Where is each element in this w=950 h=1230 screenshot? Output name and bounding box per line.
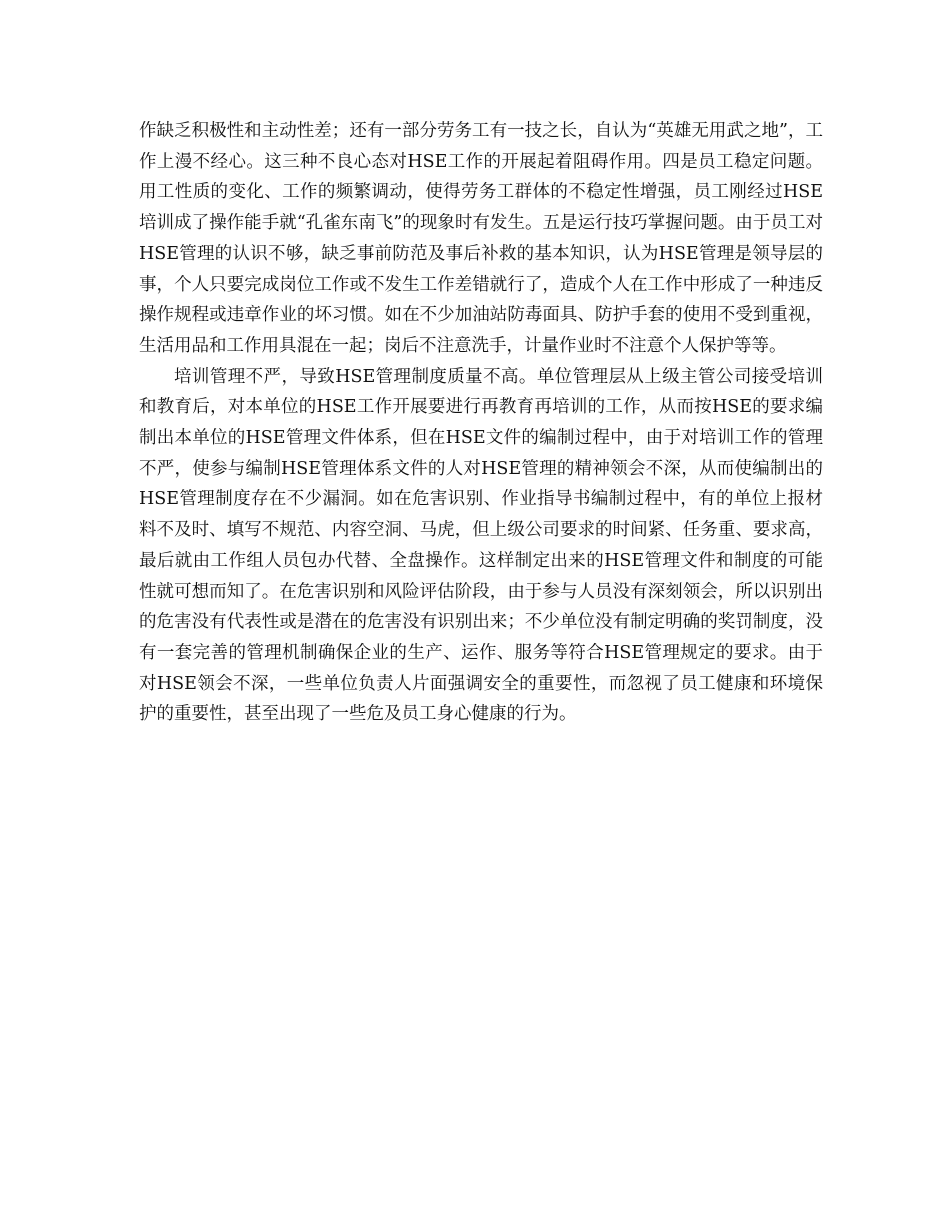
document-body	[139, 116, 823, 730]
paragraph-continuation: 作缺乏积极性和主动性差；还有一部分劳务工有一技之长，自认为“英雄无用武之地”，工作上漫不经心。这三种不良心态对HSE工作的开展起着阻碍作用。四是员工稳定问题。用工性质的变化、工作的频繁调动，使得劳务工群体的不稳定性增强，员工刚经过HSE培训成了操作能手就“孔雀东南飞”的现象时有发生。五是运行技巧掌握问题。由于员工对HSE管理的认识不够，缺乏事前防范及事后补救的基本知识，认为HSE管理是领导层的事，个人只要完成岗位工作或不发生工作差错就行了，造成个人在工作中形成了一种违反操作规程或违章作业的坏习惯。如在不少加油站防毒面具、防护手套的使用不受到重视，生活用品和工作用具混在一起；岗后不注意洗手，计量作业时不注意个人保护等等。	[139, 121, 823, 356]
paragraph-training-management: 培训管理不严，导致HSE管理制度质量不高。单位管理层从上级主管公司接受培训和教育后，对本单位的HSE工作开展要进行再教育再培训的工作，从而按HSE的要求编制出本单位的HSE管理文件体系，但在HSE文件的编制过程中，由于对培训工作的管理不严，使参与编制HSE管理体系文件的人对HSE管理的精神领会不深，从而使编制出的HSE管理制度存在不少漏洞。如在危害识别、作业指导书编制过程中，有的单位上报材料不及时、填写不规范、内容空洞、马虎，但上级公司要求的时间紧、任务重、要求高，最后就由工作组人员包办代替、全盘操作。这样制定出来的HSE管理文件和制度的可能性就可想而知了。在危害识别和风险评估阶段，由于参与人员没有深刻领会，所以识别出的危害没有代表性或是潜在的危害没有识别出来；不少单位没有制定明确的奖罚制度，没有一套完善的管理机制确保企业的生产、运作、服务等符合HSE管理规定的要求。由于对HSE领会不深，一些单位负责人片面强调安全的重要性，而忽视了员工健康和环境保护的重要性，甚至出现了一些危及员工身心健康的行为。	[139, 366, 823, 725]
